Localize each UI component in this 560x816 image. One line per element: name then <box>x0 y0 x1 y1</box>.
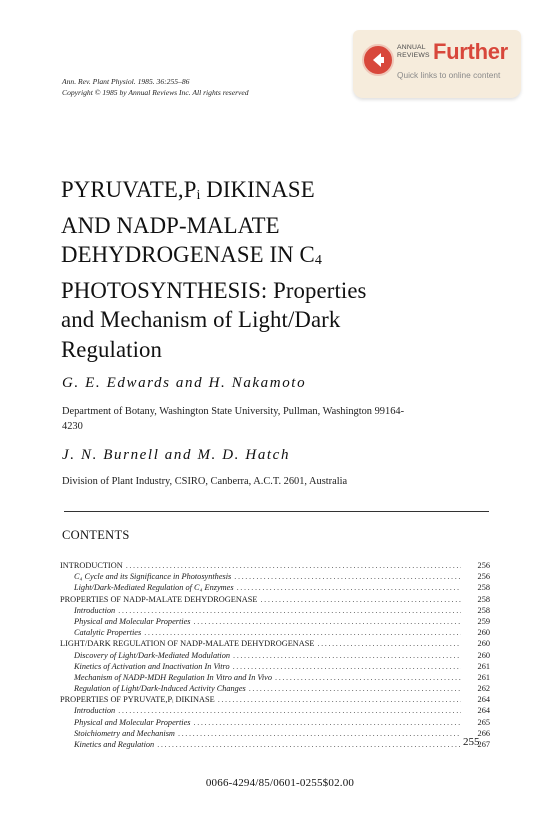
toc-entry[interactable] <box>60 661 490 672</box>
toc-entry-page: 260 <box>477 650 490 660</box>
toc-entry[interactable] <box>60 717 490 728</box>
toc-entry-label: Kinetics and Regulation <box>74 740 155 749</box>
toc-entry-page: 264 <box>477 695 490 705</box>
toc-entry-label: Mechanism of NADP-MDH Regulation In Vitro and In Vivo <box>74 672 273 682</box>
toc-leader-dots <box>126 560 461 571</box>
toc-entry-label: Physical and Molecular Properties <box>74 717 191 727</box>
toc-entry-label: LIGHT/DARK REGULATION OF NADP-MALATE DEHYDROGENASE <box>60 639 315 649</box>
page-number: 255 <box>463 736 480 748</box>
toc-entry[interactable] <box>60 728 490 739</box>
table-of-contents <box>60 560 490 750</box>
toc-leader-dots <box>275 672 461 683</box>
title-line: and Mechanism of Light/Dark <box>61 307 341 332</box>
toc-entry[interactable] <box>60 582 490 593</box>
toc-entry-label: Introduction <box>74 706 116 716</box>
toc-entry[interactable] <box>60 705 490 716</box>
title-line: DEHYDROGENASE IN $C_4$ <box>61 242 322 268</box>
toc-entry-label: C₄ Cycle and its Significance in Photosynthesis <box>74 572 232 582</box>
toc-entry-label: Light/Dark-Mediated Regulation of C₄ Enzymes <box>74 583 234 593</box>
title-line: PHOTOSYNTHESIS: Properties <box>61 277 367 303</box>
article-title <box>61 175 367 364</box>
annual-reviews-further-badge[interactable] <box>353 30 521 98</box>
copyright-line: Copyright © 1985 by Annual Reviews Inc. All rights reserved <box>62 88 249 97</box>
toc-entry-label: PROPERTIES OF PYRUVATE,Pᵢ DIKINASE <box>60 695 215 705</box>
author-names: J. N. Burnell and M. D. Hatch <box>62 447 291 463</box>
toc-leader-dots <box>234 571 461 582</box>
badge-subtitle: Quick links to online content <box>397 70 501 80</box>
toc-entry[interactable] <box>60 672 490 683</box>
title-line: $PYRUVATE,P_i$ DIKINASE <box>61 177 315 203</box>
toc-leader-dots <box>317 638 461 649</box>
toc-leader-dots <box>218 694 461 705</box>
author-affiliation: Department of Botany, Washington State University, Pullman, Washington 99164- 4230 <box>62 406 405 432</box>
toc-entry-page: 267 <box>477 740 490 749</box>
toc-entry[interactable] <box>60 683 490 694</box>
toc-entry-label: Regulation of Light/Dark-Induced Activity Changes <box>74 684 246 694</box>
toc-entry-label: Discovery of Light/Dark-Mediated Modulation <box>74 650 231 660</box>
toc-entry[interactable] <box>60 694 490 705</box>
arrow-left-icon <box>362 44 394 76</box>
toc-leader-dots <box>178 728 461 739</box>
toc-leader-dots <box>118 705 461 716</box>
toc-entry[interactable] <box>60 638 490 649</box>
toc-leader-dots <box>194 616 461 627</box>
toc-entry-page: 261 <box>477 672 490 682</box>
toc-entry-page: 256 <box>477 561 490 570</box>
toc-entry-page: 265 <box>477 717 490 727</box>
toc-entry-label: Stoichiometry and Mechanism <box>74 728 175 738</box>
toc-entry-page: 258 <box>477 594 490 604</box>
toc-leader-dots <box>118 605 461 616</box>
toc-leader-dots <box>249 683 461 694</box>
toc-entry-label: Physical and Molecular Properties <box>74 616 191 626</box>
toc-entry[interactable] <box>60 627 490 638</box>
toc-entry[interactable] <box>60 650 490 661</box>
toc-entry-page: 259 <box>477 616 490 626</box>
badge-further-label: Further <box>433 39 508 64</box>
divider <box>64 511 489 512</box>
toc-leader-dots <box>157 739 461 750</box>
toc-leader-dots <box>233 661 461 672</box>
toc-entry-page: 258 <box>477 605 490 615</box>
toc-entry[interactable] <box>60 616 490 627</box>
toc-leader-dots <box>260 594 461 605</box>
toc-entry-label: Kinetics of Activation and Inactivation In Vitro <box>74 661 230 671</box>
toc-entry-page: 266 <box>477 728 490 738</box>
toc-leader-dots <box>237 582 461 593</box>
author-affiliation: Division of Plant Industry, CSIRO, Canberra, A.C.T. 2601, Australia <box>62 476 348 487</box>
citation-line: Ann. Rev. Plant Physiol. 1985. 36:255–86 <box>62 77 190 86</box>
toc-entry-page: 256 <box>477 572 490 582</box>
toc-entry[interactable] <box>60 560 490 571</box>
toc-leader-dots <box>194 717 461 728</box>
footer-code: 0066-4294/85/0601-0255$02.00 <box>205 777 355 789</box>
toc-entry-page: 264 <box>477 706 490 716</box>
toc-entry[interactable] <box>60 594 490 605</box>
toc-entry-label: INTRODUCTION <box>60 561 123 570</box>
title-line: AND NADP-MALATE <box>61 212 280 238</box>
title-line: Regulation <box>61 336 163 362</box>
toc-entry-page: 260 <box>477 628 490 638</box>
contents-heading: CONTENTS <box>62 528 130 542</box>
toc-entry-page: 262 <box>477 684 490 694</box>
toc-entry-label: PROPERTIES OF NADP-MALATE DEHYDROGENASE <box>60 594 258 604</box>
toc-leader-dots <box>144 627 461 638</box>
journal-citation <box>62 76 249 98</box>
toc-entry-page: 258 <box>477 583 490 593</box>
toc-entry-page: 261 <box>477 661 490 671</box>
toc-entry-page: 260 <box>477 639 490 649</box>
toc-entry[interactable] <box>60 739 490 750</box>
toc-entry-label: Catalytic Properties <box>74 628 142 638</box>
toc-entry[interactable] <box>60 571 490 582</box>
badge-logo-text: ANNUAL REVIEWS <box>397 44 430 59</box>
toc-leader-dots <box>233 650 461 661</box>
toc-entry-label: Introduction <box>74 605 116 615</box>
author-names: G. E. Edwards and H. Nakamoto <box>62 375 307 391</box>
toc-entry[interactable] <box>60 605 490 616</box>
